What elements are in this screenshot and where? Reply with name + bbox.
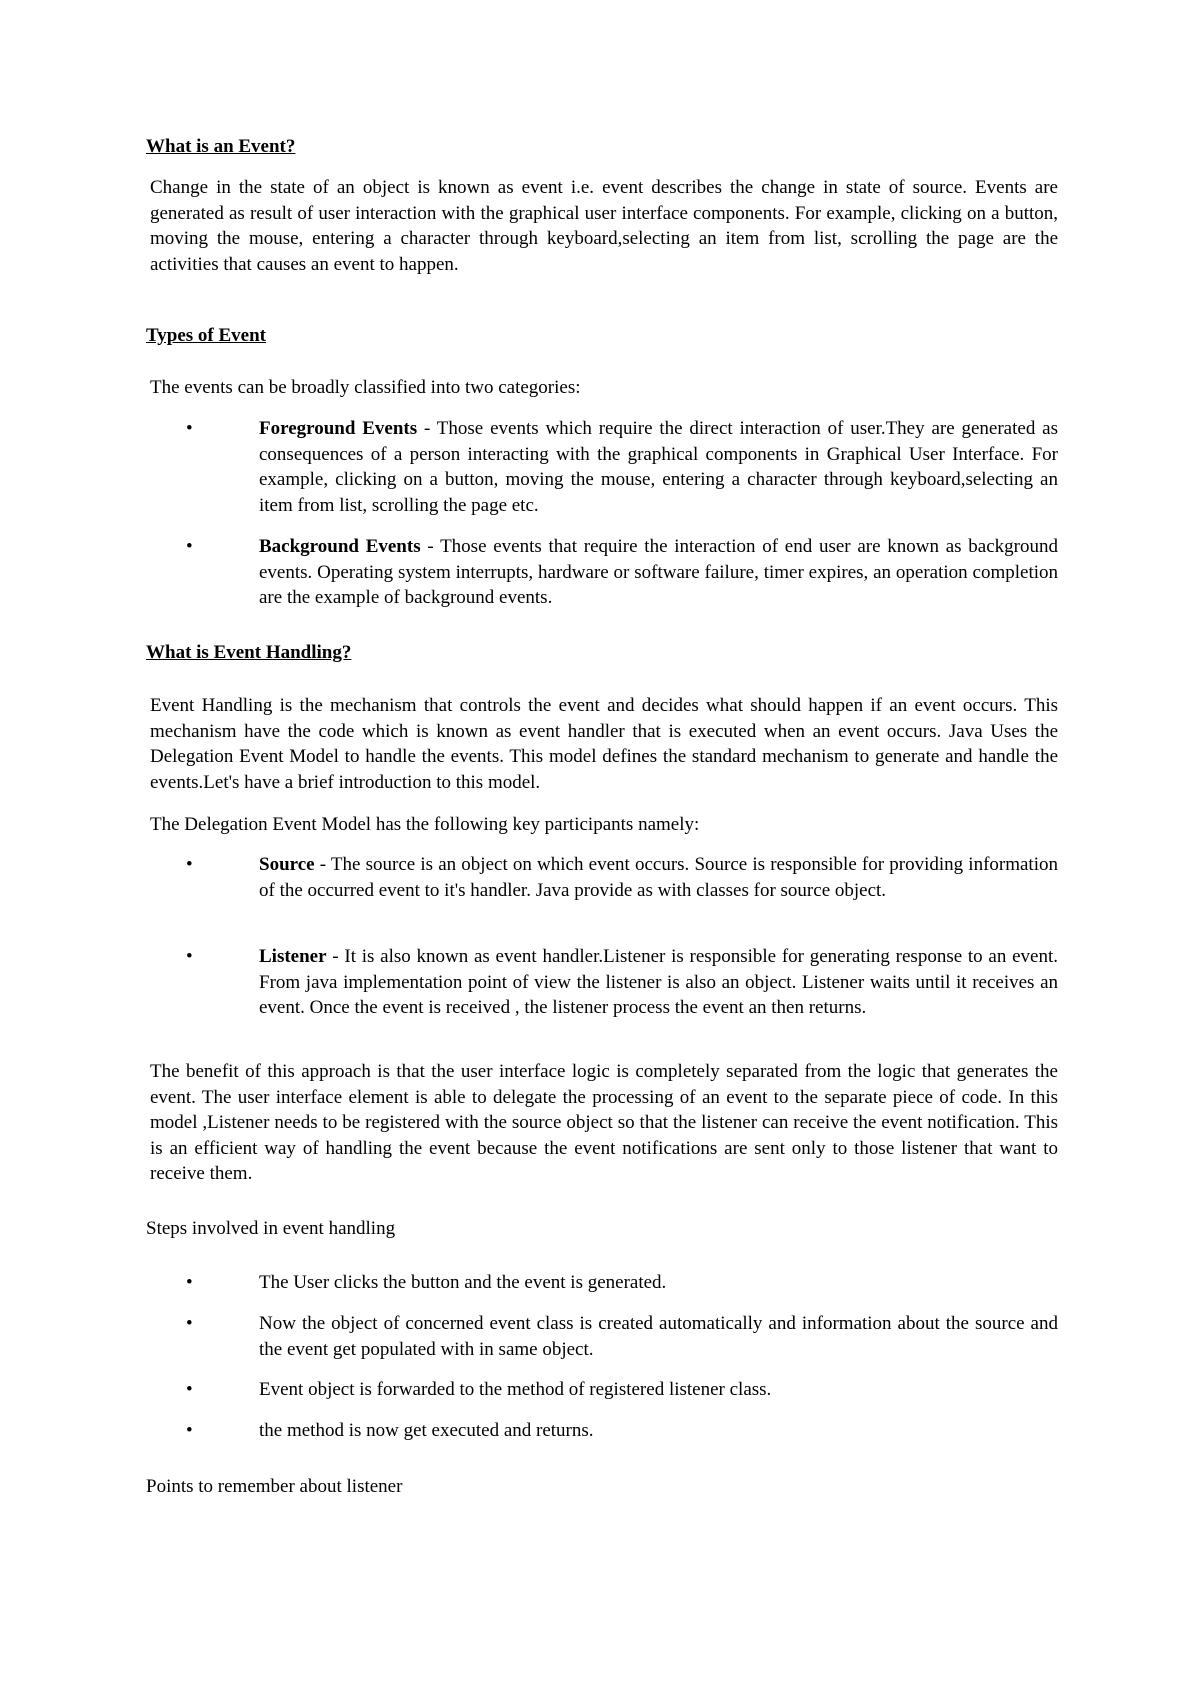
list-item-text xyxy=(259,534,1058,611)
bullet-icon: • xyxy=(186,1313,193,1334)
term-background-events: Background Events xyxy=(259,536,421,557)
bullet-icon: • xyxy=(186,1420,193,1441)
paragraph-event-handling: Event Handling is the mechanism that controls the event and decides what should happen if an event occurs. This mechanism have the code which is known as event handler that is executed when an event occurs. Java Uses the Delegation Event Model to handle the events. This model defines the standard mechanism to generate and handle the events.Let's have a brief introduction to this model. xyxy=(150,695,1058,793)
description-source: - The source is an object on which event occurs. Source is responsible for providing information of the occurred event to it's handler. Java provide as with classes for source object. xyxy=(259,854,1058,901)
paragraph-approach-benefit: The benefit of this approach is that the user interface logic is completely separated from the logic that generates the event. The user interface element is able to delegate the processing of an event to the separate piece of code. In this model ,Listener needs to be registered with the source object so that the listener can receive the event notification. This is an efficient way of handling the event because the event notifications are sent only to those listener that want to receive them. xyxy=(150,1061,1058,1184)
list-item-text xyxy=(259,416,1058,518)
bullet-icon: • xyxy=(186,536,193,557)
bullet-icon: • xyxy=(186,1272,193,1293)
list-item-text xyxy=(259,852,1058,903)
steps-heading: Steps involved in event handling xyxy=(146,1218,396,1239)
listener-points-heading: Points to remember about listener xyxy=(146,1476,403,1497)
list-item-text xyxy=(259,944,1058,1021)
term-source: Source xyxy=(259,854,315,875)
description-background-events: - Those events that require the interaction of end user are known as background events. Operating system interrupts, hardware or software failure, timer expires, an operation completion are the example of background events. xyxy=(259,536,1058,608)
bullet-icon: • xyxy=(186,1379,193,1400)
paragraph-types-intro: The events can be broadly classified into two categories: xyxy=(150,377,581,398)
bullet-icon: • xyxy=(186,854,193,875)
bullet-icon: • xyxy=(186,418,193,439)
paragraph-delegation-model-intro: The Delegation Event Model has the following key participants namely: xyxy=(150,814,700,835)
heading-what-is-an-event: What is an Event? xyxy=(146,136,296,157)
description-listener: - It is also known as event handler.Listener is responsible for generating response to an event. From java implementation point of view the listener is also an object. Listener waits until it receives an event. Once the event is received , the listener process the event an then returns. xyxy=(259,946,1058,1018)
heading-types-of-event: Types of Event xyxy=(146,325,266,346)
term-foreground-events: Foreground Events xyxy=(259,418,418,439)
bullet-icon: • xyxy=(186,946,193,967)
list-item-text: Now the object of concerned event class is created automatically and information about the source and the event get populated with in same object. xyxy=(259,1313,1058,1360)
list-item-text: the method is now get executed and returns. xyxy=(259,1420,594,1441)
paragraph-event-definition: Change in the state of an object is known as event i.e. event describes the change in state of source. Events are generated as result of user interaction with the graphical user interface components. For example, clicking on a button, moving the mouse, entering a character through keyboard,selecting an item from list, scrolling the page are the activities that causes an event to happen. xyxy=(150,177,1058,275)
description-foreground-events: - Those events which require the direct interaction of user.They are generated as consequences of a person interacting with the graphical components in Graphical User Interface. For example, clicking on a button, moving the mouse, entering a character through keyboard,selecting an item from list, scrolling the page etc. xyxy=(259,418,1058,516)
list-item-text: The User clicks the button and the event is generated. xyxy=(259,1272,667,1293)
term-listener: Listener xyxy=(259,946,327,967)
heading-what-is-event-handling: What is Event Handling? xyxy=(146,642,352,663)
list-item-text: Event object is forwarded to the method of registered listener class. xyxy=(259,1379,772,1400)
